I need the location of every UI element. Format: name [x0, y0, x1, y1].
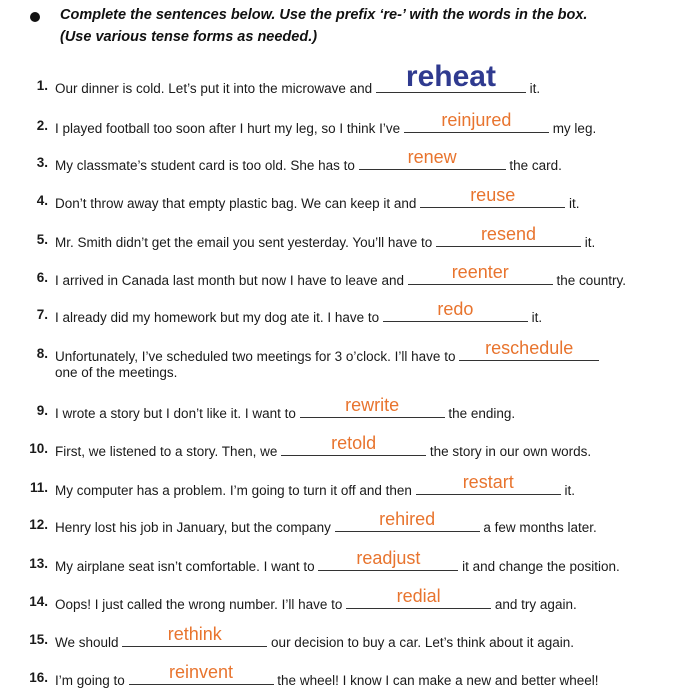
sentence-text: and try again.	[491, 597, 577, 612]
answer-blank[interactable]	[346, 586, 491, 609]
item-number: 7.	[36, 307, 48, 322]
answer-blank[interactable]	[459, 338, 599, 361]
item-number: 15.	[29, 632, 48, 647]
instructions-line-2: (Use various tense forms as needed.)	[60, 29, 318, 45]
answer-blank[interactable]	[335, 509, 480, 532]
answer-text: reuse	[470, 185, 516, 205]
answer-blank[interactable]	[376, 60, 526, 93]
answer-text: reheat	[405, 60, 496, 93]
sentence-text: it.	[565, 196, 580, 211]
sentence-text: Unfortunately, I’ve scheduled two meetings for 3 o’clock. I’ll have to	[55, 349, 460, 364]
answer-blank[interactable]	[300, 395, 445, 418]
sentence-text: it.	[525, 81, 541, 96]
answer-text: reenter	[451, 262, 509, 282]
answer-blank[interactable]	[122, 624, 267, 647]
answer-text: rehired	[379, 509, 436, 529]
answer-text: retold	[331, 433, 377, 453]
sentence-text: My classmate’s student card is too old. She has to	[55, 158, 359, 173]
sentence-text: Our dinner is cold. Let’s put it into the microwave and	[55, 81, 376, 96]
answer-text: restart	[462, 472, 514, 492]
sentence-text: Don’t throw away that empty plastic bag. We can keep it and	[55, 196, 421, 211]
answer-text: reinjured	[441, 110, 512, 130]
instructions-header	[20, 4, 680, 48]
item-number: 12.	[29, 517, 48, 532]
answer-text: renew	[407, 147, 457, 167]
sentence-text: I already did my homework but my dog ate it. I have to	[55, 310, 383, 325]
bullet-icon	[30, 12, 40, 22]
sentence-text: a few months later.	[479, 520, 597, 535]
sentence-text-continued: one of the meetings.	[55, 365, 178, 380]
sentence-text: My airplane seat isn’t comfortable. I want to	[55, 559, 319, 574]
answer-text: resend	[480, 224, 536, 244]
answer-text: redo	[437, 299, 474, 319]
item-number: 16.	[29, 670, 48, 685]
sentence-text: it.	[560, 483, 575, 498]
item-number: 1.	[36, 78, 48, 93]
item-number: 11.	[29, 480, 48, 495]
sentence-text: Oops! I just called the wrong number. I’ll have to	[55, 597, 347, 612]
item-number: 9.	[36, 403, 48, 418]
sentence-text: the ending.	[444, 406, 516, 421]
sentence-text: it.	[527, 310, 543, 325]
sentence-text: Mr. Smith didn’t get the email you sent yesterday. You’ll have to	[55, 235, 436, 250]
answer-text: rethink	[167, 624, 222, 644]
sentence-text: First, we listened to a story. Then, we	[55, 444, 282, 459]
item-number: 2.	[36, 118, 48, 133]
answer-blank[interactable]	[436, 224, 581, 247]
sentence-text: the card.	[505, 158, 562, 173]
answer-blank[interactable]	[318, 548, 458, 571]
sentence-text: I wrote a story but I don’t like it. I want to	[55, 406, 300, 421]
answer-blank[interactable]	[420, 185, 565, 208]
sentence-text: My computer has a problem. I’m going to turn it off and then	[55, 483, 416, 498]
sentence-text: it and change the position.	[458, 559, 620, 574]
answer-blank[interactable]	[404, 110, 549, 133]
item-number: 6.	[36, 270, 48, 285]
answer-blank[interactable]	[383, 299, 528, 322]
item-number: 8.	[36, 346, 48, 361]
instructions-line-1: Complete the sentences below. Use the prefix ‘re-’ with the words in the box.	[60, 7, 588, 23]
answer-blank[interactable]	[408, 262, 553, 285]
sentence-text: I played football too soon after I hurt my leg, so I think I’ve	[55, 121, 404, 136]
sentence-text: Henry lost his job in January, but the company	[55, 520, 335, 535]
answer-blank[interactable]	[416, 472, 561, 495]
item-number: 4.	[36, 193, 48, 208]
item-number: 14.	[29, 594, 48, 609]
sentence-text: our decision to buy a car. Let’s think about it again.	[267, 635, 574, 650]
sentence-text: my leg.	[548, 121, 597, 136]
sentence-text: I’m going to	[55, 673, 129, 688]
answer-blank[interactable]	[281, 433, 426, 456]
item-number: 10.	[29, 441, 48, 456]
item-number: 13.	[29, 556, 48, 571]
item-number: 3.	[36, 155, 48, 170]
answer-text: redial	[396, 586, 441, 606]
answer-text: reschedule	[485, 338, 574, 358]
sentence-text: I arrived in Canada last month but now I have to leave and	[55, 273, 408, 288]
answer-blank[interactable]	[359, 147, 506, 170]
answer-text: rewrite	[345, 395, 400, 415]
sentence-text: the story in our own words.	[426, 444, 592, 459]
sentence-text: the country.	[552, 273, 627, 288]
answer-text: reinvent	[169, 662, 234, 682]
answer-blank[interactable]	[129, 662, 274, 685]
sentence-text: it.	[580, 235, 596, 250]
sentence-text: We should	[55, 635, 123, 650]
answer-text: readjust	[356, 548, 421, 568]
sentence-text: the wheel! I know I can make a new and better wheel!	[273, 673, 599, 688]
item-number: 5.	[36, 232, 48, 247]
